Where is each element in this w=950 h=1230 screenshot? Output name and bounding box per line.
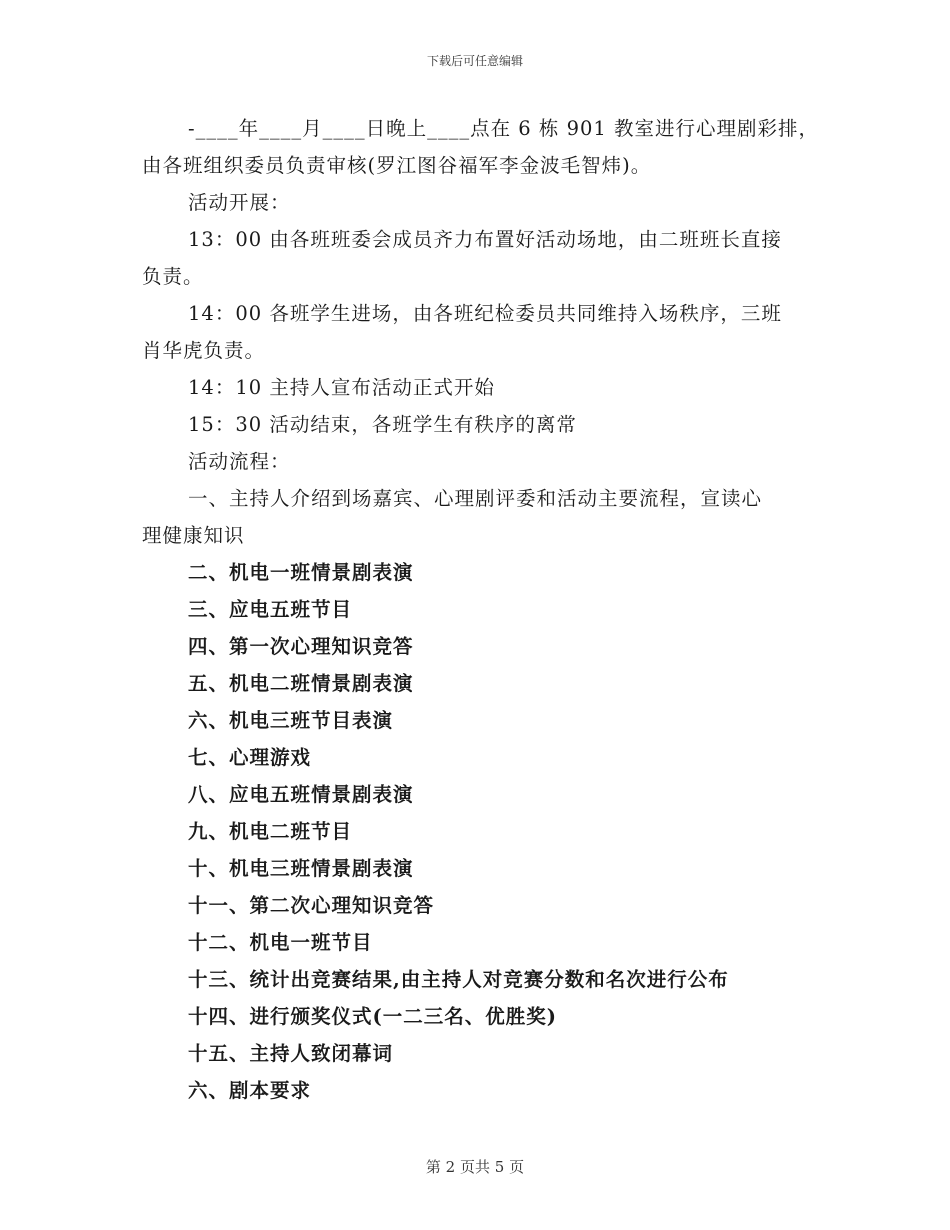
text-line: 七、心理游戏 xyxy=(188,746,312,769)
text-line: 肖华虎负责。 xyxy=(142,339,266,362)
text-line: 理健康知识 xyxy=(142,524,245,547)
text-line: 15：30 活动结束，各班学生有秩序的离常 xyxy=(188,413,577,436)
text-line: 十一、第二次心理知识竞答 xyxy=(188,894,435,917)
text-line: 六、剧本要求 xyxy=(188,1079,312,1102)
text-line: 活动流程： xyxy=(188,450,291,473)
text-line: 二、机电一班情景剧表演 xyxy=(188,561,414,584)
text-line: 三、应电五班节目 xyxy=(188,598,353,621)
text-line: 十四、进行颁奖仪式(一二三名、优胜奖) xyxy=(188,1005,557,1028)
document-body xyxy=(142,110,820,1109)
text-line: 八、应电五班情景剧表演 xyxy=(188,783,414,806)
text-line: 14：10 主持人宣布活动正式开始 xyxy=(188,376,495,399)
text-line: 一、主持人介绍到场嘉宾、心理剧评委和活动主要流程，宣读心 xyxy=(188,487,763,510)
text-line: -____年____月____日晚上____点在 6 栋 901 教室进行心理剧彩排， xyxy=(188,117,820,140)
text-line: 十三、统计出竞赛结果,由主持人对竞赛分数和名次进行公布 xyxy=(188,968,729,991)
text-line: 六、机电三班节目表演 xyxy=(188,709,394,732)
page-header: 下载后可任意编辑 xyxy=(426,54,523,68)
text-line: 十二、机电一班节目 xyxy=(188,931,373,954)
text-line: 活动开展： xyxy=(188,191,291,214)
text-line: 负责。 xyxy=(142,265,204,288)
text-line: 十五、主持人致闭幕词 xyxy=(188,1042,394,1065)
text-line: 14：00 各班学生进场，由各班纪检委员共同维持入场秩序，三班 xyxy=(188,302,782,325)
text-line: 五、机电二班情景剧表演 xyxy=(188,672,414,695)
text-line: 13：00 由各班班委会成员齐力布置好活动场地，由二班班长直接 xyxy=(188,228,782,251)
text-line: 十、机电三班情景剧表演 xyxy=(188,857,414,880)
page-footer: 第 2 页共 5 页 xyxy=(425,1158,525,1176)
text-line: 由各班组织委员负责审核(罗江图谷福军李金波毛智炜)。 xyxy=(142,154,652,177)
text-line: 四、第一次心理知识竞答 xyxy=(188,635,414,658)
text-line: 九、机电二班节目 xyxy=(188,820,353,843)
